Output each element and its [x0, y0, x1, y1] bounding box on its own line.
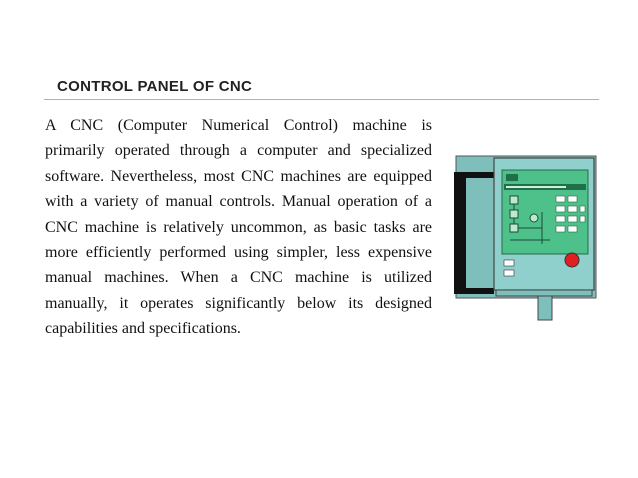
cnc-control-panel-icon — [450, 148, 600, 328]
emergency-stop-icon — [565, 253, 579, 267]
title-divider — [44, 99, 599, 100]
body-paragraph: A CNC (Computer Numerical Control) machine is primarily operated through a computer and specialized software. Nevertheless, most CNC machines are equipped with a variety of manual controls. Manual operation of a CNC machine is relatively uncommon, as basic tasks are more efficiently performed using simpler, less expensive manual machines. When a CNC machine is utilized manually, it operates significantly below its designed capabilities and specifications. — [45, 117, 432, 338]
slide-title: CONTROL PANEL OF CNC — [57, 78, 253, 95]
